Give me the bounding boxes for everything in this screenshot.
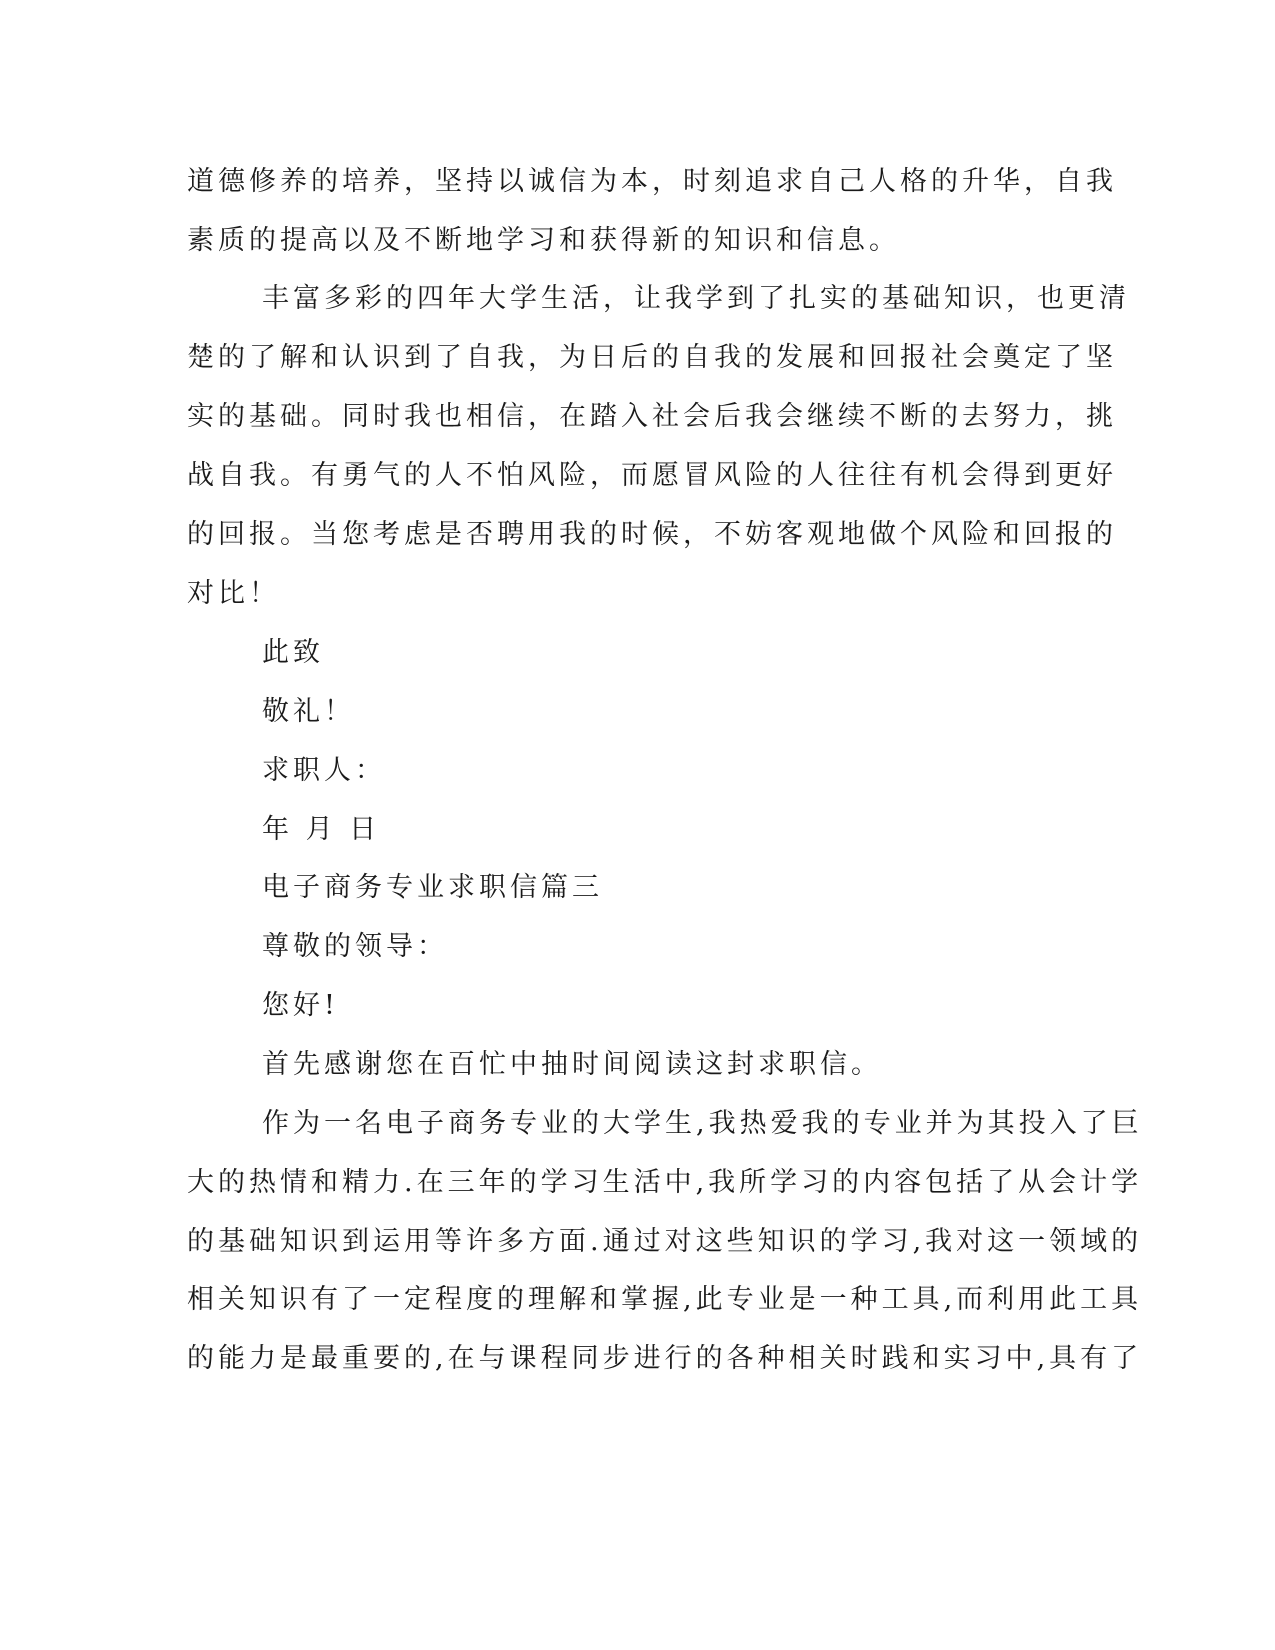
greeting: 尊敬的领导： bbox=[262, 931, 448, 962]
body-text-line: 的能力是最重要的,在与课程同步进行的各种相关时践和实习中,具有了 bbox=[187, 1343, 1143, 1374]
body-text-line: 楚的了解和认识到了自我，为日后的自我的发展和回报社会奠定了坚 bbox=[187, 342, 1117, 373]
greeting-hello: 您好! bbox=[262, 990, 339, 1021]
body-text-line: 道德修养的培养，坚持以诚信为本，时刻追求自己人格的升华，自我 bbox=[187, 166, 1117, 197]
body-text-line: 实的基础。同时我也相信，在踏入社会后我会继续不断的去努力，挑 bbox=[187, 401, 1117, 432]
paragraph-first-line: 首先感谢您在百忙中抽时间阅读这封求职信。 bbox=[262, 1049, 882, 1080]
paragraph-first-line: 作为一名电子商务专业的大学生,我热爱我的专业并为其投入了巨 bbox=[262, 1108, 1143, 1139]
body-text-line: 大的热情和精力.在三年的学习生活中,我所学习的内容包括了从会计学 bbox=[187, 1167, 1143, 1198]
closing-regards: 敬礼！ bbox=[262, 696, 355, 727]
body-text-line: 的基础知识到运用等许多方面.通过对这些知识的学习,我对这一领域的 bbox=[187, 1226, 1143, 1257]
body-text-line: 素质的提高以及不断地学习和获得新的知识和信息。 bbox=[187, 225, 900, 256]
closing-salutation: 此致 bbox=[262, 637, 324, 668]
body-text-line: 相关知识有了一定程度的理解和掌握,此专业是一种工具,而利用此工具 bbox=[187, 1284, 1143, 1315]
date-line: 年 月 日 bbox=[262, 814, 381, 845]
body-text-line: 对比！ bbox=[187, 578, 280, 609]
applicant-label: 求职人： bbox=[262, 755, 386, 786]
body-text-line: 战自我。有勇气的人不怕风险，而愿冒风险的人往往有机会得到更好 bbox=[187, 460, 1117, 491]
section-heading: 电子商务专业求职信篇三 bbox=[262, 872, 603, 903]
body-text-line: 的回报。当您考虑是否聘用我的时候，不妨客观地做个风险和回报的 bbox=[187, 519, 1117, 550]
paragraph-first-line: 丰富多彩的四年大学生活，让我学到了扎实的基础知识，也更清 bbox=[262, 283, 1130, 314]
